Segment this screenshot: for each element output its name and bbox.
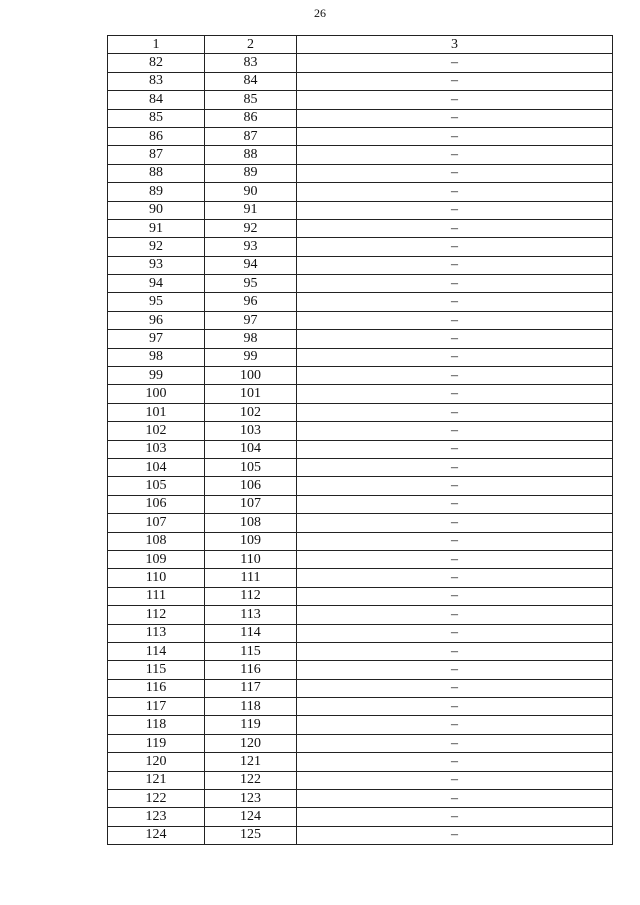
table-cell-col-1: 84 (108, 91, 205, 109)
table-cell-col-2: 101 (205, 385, 297, 403)
table-cell-col-1: 116 (108, 679, 205, 697)
table-cell-col-1: 101 (108, 403, 205, 421)
table-cell-col-1: 110 (108, 569, 205, 587)
table-cell-col-1: 93 (108, 256, 205, 274)
table-row (108, 256, 613, 274)
table-cell-col-2: 93 (205, 238, 297, 256)
table-row (108, 734, 613, 752)
table-row (108, 790, 613, 808)
table-cell-col-1: 100 (108, 385, 205, 403)
table-cell-col-3: – (297, 311, 613, 329)
table-cell-col-3: – (297, 569, 613, 587)
table-row (108, 624, 613, 642)
table-cell-col-1: 103 (108, 440, 205, 458)
table-row (108, 348, 613, 366)
table-cell-col-1: 106 (108, 495, 205, 513)
table-cell-col-3: – (297, 183, 613, 201)
table-cell-col-2: 92 (205, 219, 297, 237)
table-cell-col-2: 124 (205, 808, 297, 826)
table-header (108, 36, 613, 54)
table-cell-col-3: – (297, 256, 613, 274)
table-cell-col-2: 108 (205, 514, 297, 532)
table-row (108, 826, 613, 844)
table-row (108, 458, 613, 476)
table-cell-col-2: 94 (205, 256, 297, 274)
table-cell-col-1: 104 (108, 458, 205, 476)
table-cell-col-3: – (297, 164, 613, 182)
column-header-1: 1 (108, 36, 205, 54)
table-cell-col-2: 118 (205, 698, 297, 716)
table-row (108, 146, 613, 164)
table-cell-col-3: – (297, 790, 613, 808)
table-cell-col-2: 104 (205, 440, 297, 458)
table-cell-col-3: – (297, 146, 613, 164)
table-cell-col-3: – (297, 771, 613, 789)
table-cell-col-1: 118 (108, 716, 205, 734)
table-cell-col-1: 90 (108, 201, 205, 219)
table-cell-col-1: 124 (108, 826, 205, 844)
table-cell-col-1: 99 (108, 367, 205, 385)
table-cell-col-2: 88 (205, 146, 297, 164)
table-cell-col-1: 105 (108, 477, 205, 495)
table-cell-col-2: 91 (205, 201, 297, 219)
table-cell-col-1: 82 (108, 54, 205, 72)
table-cell-col-1: 96 (108, 311, 205, 329)
table-cell-col-3: – (297, 661, 613, 679)
page-number: 26 (314, 6, 326, 20)
table-row (108, 330, 613, 348)
table-cell-col-3: – (297, 109, 613, 127)
table-cell-col-3: – (297, 458, 613, 476)
table-cell-col-3: – (297, 826, 613, 844)
table-row (108, 127, 613, 145)
table-cell-col-2: 89 (205, 164, 297, 182)
table-cell-col-3: – (297, 698, 613, 716)
table-row (108, 183, 613, 201)
table-row (108, 550, 613, 568)
table-body (108, 54, 613, 845)
table-row (108, 532, 613, 550)
table-row (108, 109, 613, 127)
table-cell-col-2: 113 (205, 606, 297, 624)
table-cell-col-1: 112 (108, 606, 205, 624)
table-cell-col-2: 96 (205, 293, 297, 311)
table-cell-col-2: 121 (205, 753, 297, 771)
table-cell-col-2: 110 (205, 550, 297, 568)
table-row (108, 91, 613, 109)
table-cell-col-2: 85 (205, 91, 297, 109)
table-row (108, 72, 613, 90)
table-cell-col-2: 106 (205, 477, 297, 495)
table-cell-col-2: 123 (205, 790, 297, 808)
table-row (108, 753, 613, 771)
table-cell-col-2: 90 (205, 183, 297, 201)
table-row (108, 495, 613, 513)
table-row (108, 275, 613, 293)
table-cell-col-3: – (297, 403, 613, 421)
table-cell-col-3: – (297, 642, 613, 660)
table-row (108, 367, 613, 385)
table-row (108, 606, 613, 624)
table-cell-col-2: 105 (205, 458, 297, 476)
table-cell-col-1: 113 (108, 624, 205, 642)
table-cell-col-3: – (297, 514, 613, 532)
column-header-2: 2 (205, 36, 297, 54)
table-cell-col-1: 85 (108, 109, 205, 127)
table-row (108, 642, 613, 660)
table-cell-col-1: 108 (108, 532, 205, 550)
table-cell-col-3: – (297, 440, 613, 458)
table-cell-col-2: 125 (205, 826, 297, 844)
table-cell-col-3: – (297, 532, 613, 550)
table-cell-col-2: 97 (205, 311, 297, 329)
table-cell-col-2: 84 (205, 72, 297, 90)
table-row (108, 679, 613, 697)
table-cell-col-2: 86 (205, 109, 297, 127)
data-table (107, 35, 613, 845)
table-cell-col-1: 95 (108, 293, 205, 311)
table-cell-col-1: 111 (108, 587, 205, 605)
table-cell-col-1: 115 (108, 661, 205, 679)
table-cell-col-2: 122 (205, 771, 297, 789)
table-cell-col-1: 114 (108, 642, 205, 660)
table-row (108, 440, 613, 458)
table-cell-col-3: – (297, 91, 613, 109)
table-cell-col-1: 121 (108, 771, 205, 789)
table-cell-col-3: – (297, 606, 613, 624)
table-cell-col-2: 103 (205, 422, 297, 440)
table-cell-col-2: 107 (205, 495, 297, 513)
column-header-3: 3 (297, 36, 613, 54)
table-cell-col-3: – (297, 54, 613, 72)
table-cell-col-1: 91 (108, 219, 205, 237)
table-cell-col-1: 120 (108, 753, 205, 771)
table-cell-col-3: – (297, 477, 613, 495)
table-cell-col-3: – (297, 330, 613, 348)
table-row (108, 238, 613, 256)
table-cell-col-3: – (297, 753, 613, 771)
table-cell-col-3: – (297, 201, 613, 219)
table-cell-col-1: 89 (108, 183, 205, 201)
table-cell-col-3: – (297, 275, 613, 293)
table-cell-col-1: 92 (108, 238, 205, 256)
table-cell-col-3: – (297, 127, 613, 145)
table-row (108, 311, 613, 329)
table-cell-col-1: 88 (108, 164, 205, 182)
table-cell-col-1: 117 (108, 698, 205, 716)
table-cell-col-3: – (297, 624, 613, 642)
table-cell-col-2: 111 (205, 569, 297, 587)
table-cell-col-1: 122 (108, 790, 205, 808)
table-row (108, 514, 613, 532)
table-row (108, 403, 613, 421)
table-row (108, 661, 613, 679)
table-row (108, 293, 613, 311)
table-cell-col-2: 95 (205, 275, 297, 293)
table-cell-col-2: 114 (205, 624, 297, 642)
table-cell-col-2: 98 (205, 330, 297, 348)
table-cell-col-3: – (297, 422, 613, 440)
table-cell-col-2: 87 (205, 127, 297, 145)
table-cell-col-3: – (297, 293, 613, 311)
table-cell-col-1: 86 (108, 127, 205, 145)
table-cell-col-1: 94 (108, 275, 205, 293)
table-cell-col-3: – (297, 587, 613, 605)
table-cell-col-3: – (297, 679, 613, 697)
table-cell-col-2: 100 (205, 367, 297, 385)
table-row (108, 422, 613, 440)
table-cell-col-3: – (297, 348, 613, 366)
table-cell-col-1: 109 (108, 550, 205, 568)
table-row (108, 385, 613, 403)
table-cell-col-1: 123 (108, 808, 205, 826)
table-cell-col-3: – (297, 72, 613, 90)
table-row (108, 201, 613, 219)
table-cell-col-2: 120 (205, 734, 297, 752)
table-cell-col-3: – (297, 238, 613, 256)
table-cell-col-2: 119 (205, 716, 297, 734)
table-row (108, 164, 613, 182)
table-row (108, 698, 613, 716)
table-cell-col-2: 99 (205, 348, 297, 366)
table-cell-col-1: 107 (108, 514, 205, 532)
header-row (108, 36, 613, 54)
table-row (108, 587, 613, 605)
table-cell-col-3: – (297, 716, 613, 734)
table-cell-col-3: – (297, 808, 613, 826)
table-cell-col-2: 117 (205, 679, 297, 697)
table-cell-col-2: 102 (205, 403, 297, 421)
table-cell-col-2: 83 (205, 54, 297, 72)
table-row (108, 808, 613, 826)
table-cell-col-3: – (297, 550, 613, 568)
table-cell-col-1: 87 (108, 146, 205, 164)
table-cell-col-2: 112 (205, 587, 297, 605)
table-row (108, 716, 613, 734)
table-cell-col-1: 83 (108, 72, 205, 90)
table-cell-col-1: 98 (108, 348, 205, 366)
table-row (108, 477, 613, 495)
table-cell-col-1: 102 (108, 422, 205, 440)
table-cell-col-3: – (297, 495, 613, 513)
table-cell-col-1: 119 (108, 734, 205, 752)
table-cell-col-2: 116 (205, 661, 297, 679)
table-cell-col-3: – (297, 367, 613, 385)
table-cell-col-2: 115 (205, 642, 297, 660)
table-row (108, 219, 613, 237)
table-cell-col-2: 109 (205, 532, 297, 550)
table-row (108, 569, 613, 587)
table-row (108, 54, 613, 72)
table-cell-col-3: – (297, 385, 613, 403)
table-row (108, 771, 613, 789)
table-cell-col-3: – (297, 734, 613, 752)
table-cell-col-1: 97 (108, 330, 205, 348)
table-cell-col-3: – (297, 219, 613, 237)
